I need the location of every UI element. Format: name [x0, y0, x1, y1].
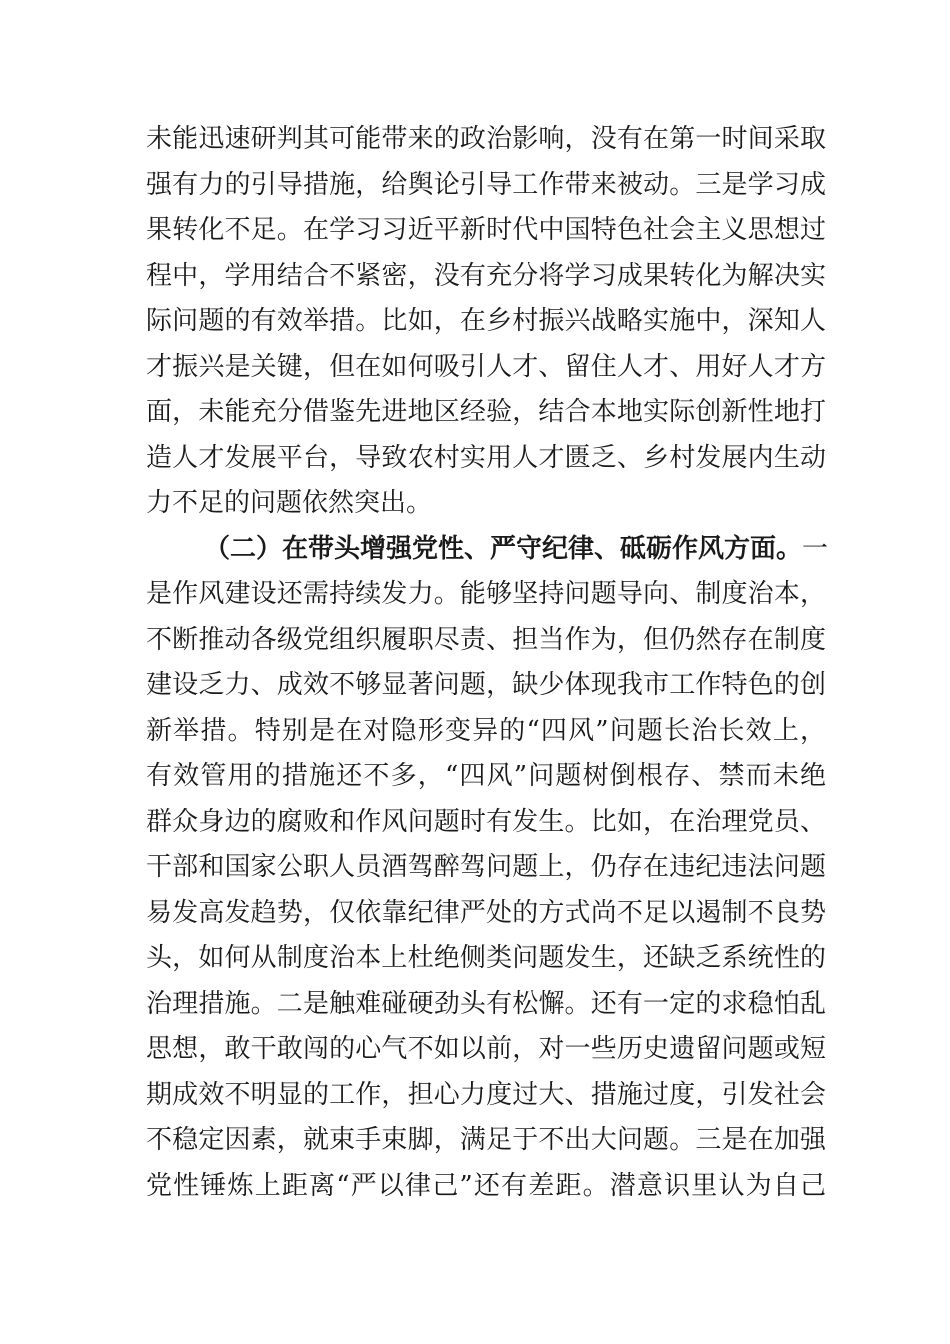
text-line: 思想，敢干敢闯的心气不如以前，对一些历史遗留问题或短: [146, 1034, 826, 1064]
text-line: 未能迅速研判其可能带来的政治影响，没有在第一时间采取: [146, 124, 826, 154]
text-line: 际问题的有效举措。比如，在乡村振兴战略实施中，深知人: [146, 306, 826, 336]
text-line: 造人才发展平台，导致农村实用人才匮乏、乡村发展内生动: [146, 442, 826, 473]
text-line: 不稳定因素，就束手束脚，满足于不出大问题。三是在加强: [146, 1125, 826, 1155]
text-line: 程中，学用结合不紧密，没有充分将学习成果转化为解决实: [146, 260, 826, 291]
text-line: 是作风建设还需持续发力。能够坚持问题导向、制度治本，: [146, 579, 826, 609]
text-line: 果转化不足。在学习习近平新时代中国特色社会主义思想过: [146, 215, 826, 245]
document-body: [146, 117, 829, 1209]
text-line: 党性锤炼上距离“严以律己”还有差距。潜意识里认为自己: [146, 1170, 826, 1201]
text-line: 力不足的问题依然突出。: [146, 488, 433, 518]
text-line: 不断推动各级党组织履职尽责、担当作为，但仍然存在制度: [146, 624, 826, 655]
section-heading: （二）在带头增强党性、严守纪律、砥砺作风方面。: [204, 533, 803, 564]
text-line: 建设乏力、成效不够显著问题，缺少体现我市工作特色的创: [146, 670, 826, 700]
section-heading-line: [146, 527, 829, 573]
text-line: 新举措。特别是在对隐形变异的“四风”问题长治长效上，: [146, 715, 826, 746]
text-line: 才振兴是关键，但在如何吸引人才、留住人才、用好人才方: [146, 351, 826, 382]
text-line: 面，未能充分借鉴先进地区经验，结合本地实际创新性地打: [146, 397, 826, 427]
paragraph-2: [146, 527, 829, 1210]
text-line: 易发高发趋势，仅依靠纪律严处的方式尚不足以遏制不良势: [146, 897, 826, 928]
text-line: 治理措施。二是触难碰硬劲头有松懈。还有一定的求稳怕乱: [146, 988, 826, 1019]
text-line: 干部和国家公职人员酒驾醉驾问题上，仍存在违纪违法问题: [146, 852, 826, 882]
text-line: 群众身边的腐败和作风问题时有发生。比如，在治理党员、: [146, 806, 826, 837]
text-line: 期成效不明显的工作，担心力度过大、措施过度，引发社会: [146, 1079, 826, 1110]
paragraph-1: [146, 117, 826, 527]
heading-line-rest: 一: [802, 533, 829, 564]
text-line: 强有力的引导措施，给舆论引导工作带来被动。三是学习成: [146, 169, 826, 200]
text-line: 头，如何从制度治本上杜绝侧类问题发生，还缺乏系统性的: [146, 943, 826, 973]
text-line: 有效管用的措施还不多，“四风”问题树倒根存、禁而未绝: [146, 761, 826, 791]
